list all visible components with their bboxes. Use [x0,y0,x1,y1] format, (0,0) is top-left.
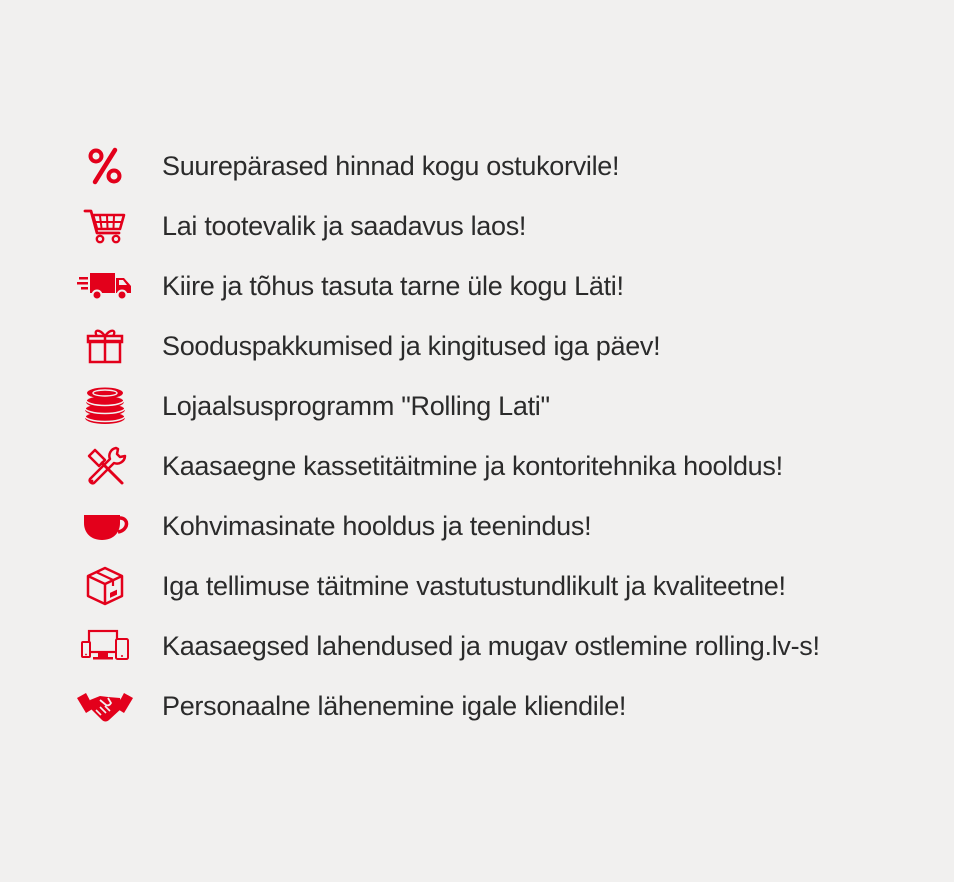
benefit-text: Personaalne lähenemine igale kliendile! [162,690,627,721]
tools-icon [74,436,136,496]
benefit-item-online [74,616,934,676]
delivery-truck-icon [74,256,136,316]
benefits-list [74,136,934,736]
benefit-item-coffee [74,496,934,556]
coin-stack-icon [74,376,136,436]
benefit-text: Iga tellimuse täitmine vastutustundlikult ja kvaliteetne! [162,570,786,601]
benefit-text: Kohvimasinate hooldus ja teenindus! [162,510,592,541]
benefit-item-delivery [74,256,934,316]
benefit-text: Lai tootevalik ja saadavus laos! [162,210,527,241]
benefit-text: Kiire ja tõhus tasuta tarne üle kogu Läti! [162,270,624,301]
package-box-icon [74,556,136,616]
benefit-text: Lojaalsusprogramm "Rolling Lati" [162,390,550,421]
benefit-item-prices [74,136,934,196]
devices-icon [74,616,136,676]
benefit-item-assortment [74,196,934,256]
gift-icon [74,316,136,376]
handshake-icon [74,676,136,736]
benefit-item-service [74,436,934,496]
benefit-item-loyalty [74,376,934,436]
benefit-text: Sooduspakkumised ja kingitused iga päev! [162,330,661,361]
benefit-text: Suurepärased hinnad kogu ostukorvile! [162,150,620,181]
benefit-item-orders [74,556,934,616]
coffee-cup-icon [74,496,136,556]
benefit-item-personal [74,676,934,736]
shopping-cart-icon [74,196,136,256]
benefit-text: Kaasaegne kassetitäitmine ja kontoritehnika hooldus! [162,450,783,481]
percent-icon [74,136,136,196]
benefit-text: Kaasaegsed lahendused ja mugav ostlemine rolling.lv-s! [162,630,820,661]
benefit-item-offers [74,316,934,376]
